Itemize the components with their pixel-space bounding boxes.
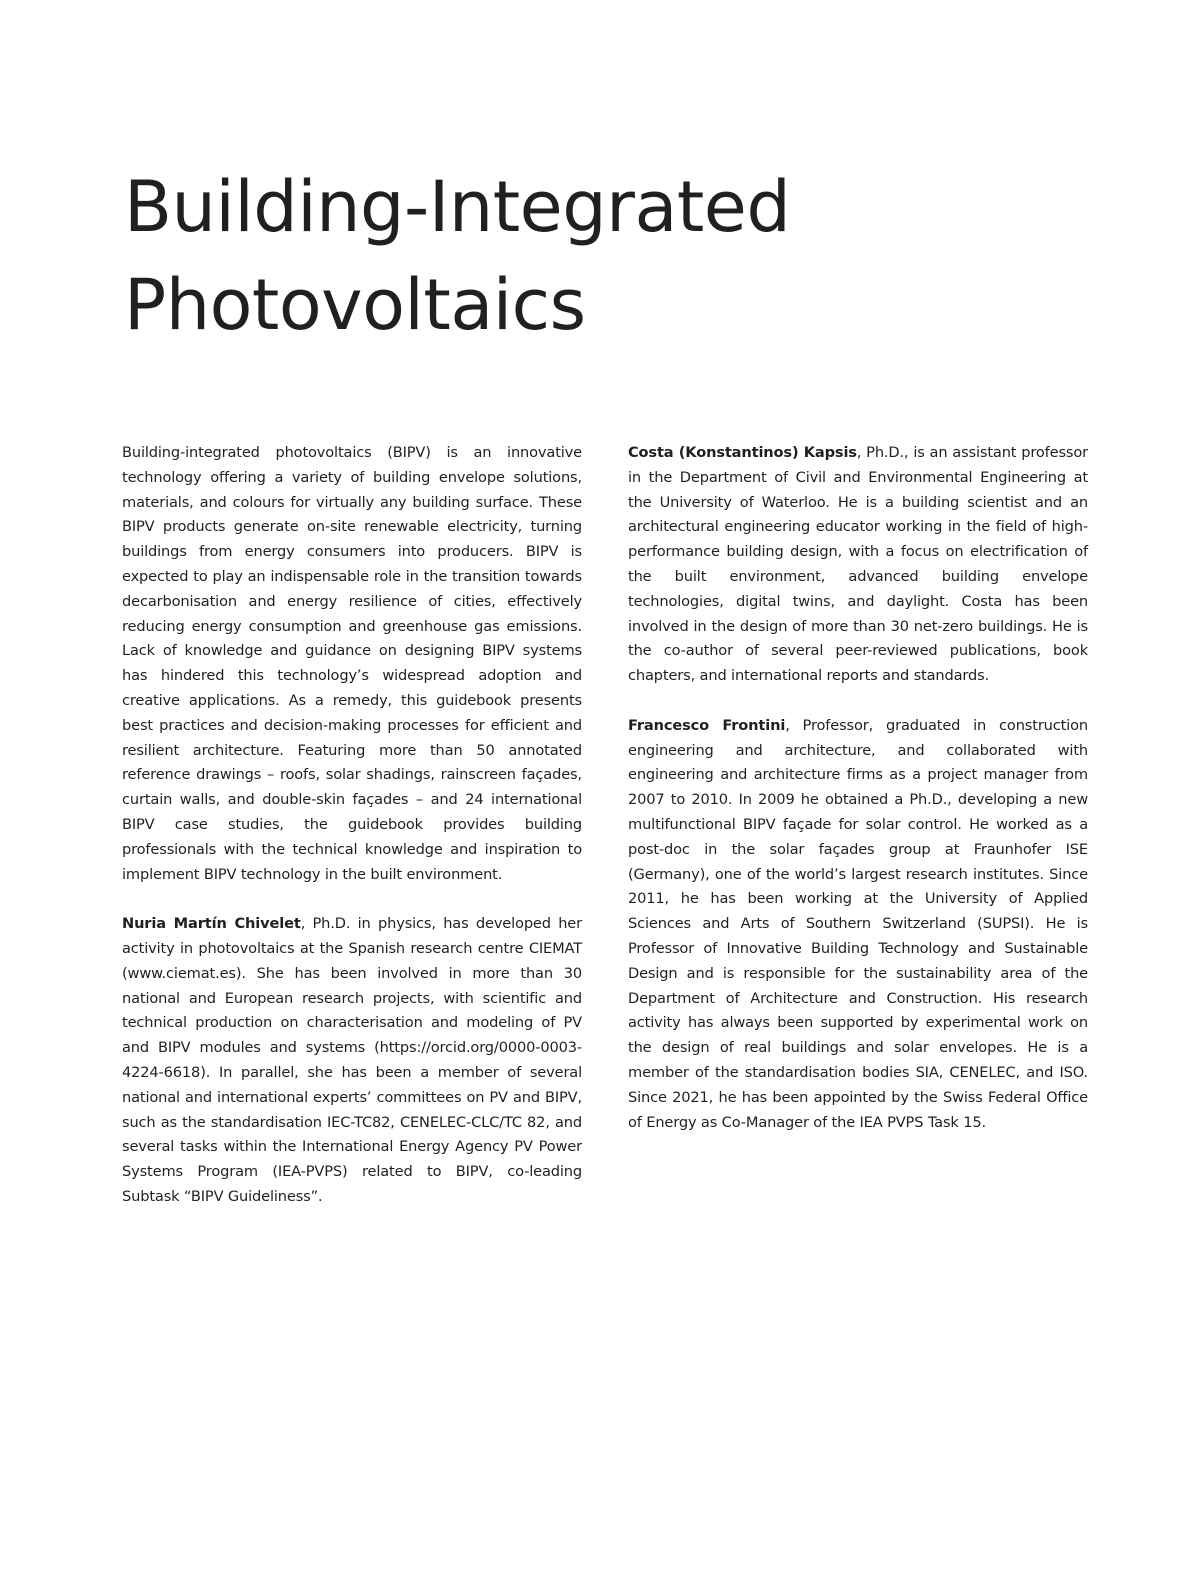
- author-name: Francesco Frontini: [628, 716, 786, 734]
- title-line-2: Photovoltaics: [124, 264, 586, 346]
- author-bio-text: , Professor, graduated in construction engineering and architecture, and collaborated with engineering and architecture firms as a project manager from 2007 to 2010. In 2009 he obtained a Ph.D., developing a new multifunctional BIPV façade for solar control. He worked as a post-doc in the solar façades group at Fraunhofer ISE (Germany), one of the world’s largest research institutes. Since 2011, he has been working at the University of Applied Sciences and Arts of Southern Switzerland (SUPSI). He is Professor of Innovative Building Technology and Sustainable Design and is responsible for the sustainability area of the Department of Architecture and Construction. His research activity has always been supported by experimental work on the design of real buildings and solar envelopes. He is a member of the standardisation bodies SIA, CENELEC, and ISO. Since 2021, he has been appointed by the Swiss Federal Office of Energy as Co-Manager of the IEA PVPS Task 15.: [628, 716, 1088, 1131]
- author-bio-frontini: [628, 714, 1088, 1136]
- left-column: [122, 441, 582, 1210]
- author-name: Costa (Konstantinos) Kapsis: [628, 444, 857, 461]
- author-bio-text: , Ph.D. in physics, has developed her activity in photovoltaics at the Spanish research centre CIEMAT (www.ciemat.es). She has been involved in more than 30 national and European research projects, with scientific and technical production on characterisation and modeling of PV and BIPV modules and systems (https://orcid.org/0000-0003-4224-6618). In parallel, she has been a member of several national and international experts’ committees on PV and BIPV, such as the standardisation IEC-TC82, CENELEC-CLC/TC 82, and several tasks within the International Energy Agency PV Power Systems Program (IEA-PVPS) related to BIPV, co-leading Subtask “BIPV Guideliness”.: [122, 915, 582, 1205]
- right-column: [628, 441, 1088, 1135]
- author-bio-chivelet: [122, 912, 582, 1210]
- author-name: Nuria Martín Chivelet: [122, 915, 301, 933]
- page-title: [124, 158, 1024, 354]
- title-line-1: Building-Integrated: [124, 166, 791, 248]
- book-description: Building-integrated photovoltaics (BIPV) is an innovative technology offering a variety of building envelope solutions, materials, and colours for virtually any building surface. These BIPV products generate on-site renewable electricity, turning buildings from energy consumers into producers. BIPV is expected to play an indispensable role in the transition towards decarbonisation and energy resilience of cities, effectively reducing energy consumption and greenhouse gas emissions. Lack of knowledge and guidance on designing BIPV systems has hindered this technology’s widespread adoption and creative applications. As a remedy, this guidebook presents best practices and decision-making processes for efficient and resilient architecture. Featuring more than 50 annotated reference drawings – roofs, solar shadings, rainscreen façades, curtain walls, and double-skin façades – and 24 international BIPV case studies, the guidebook provides building professionals with the technical knowledge and inspiration to implement BIPV technology in the built environment.: [122, 444, 582, 883]
- author-bio-text: , Ph.D., is an assistant professor in the Department of Civil and Environmental Engineering at the University of Waterloo. He is a building scientist and an architectural engineering educator working in the field of high-performance building design, with a focus on electrification of the built environment, advanced building envelope technologies, digital twins, and daylight. Costa has been involved in the design of more than 30 net-zero buildings. He is the co-author of several peer-reviewed publications, book chapters, and international reports and standards.: [628, 444, 1088, 685]
- author-bio-kapsis: [628, 441, 1088, 689]
